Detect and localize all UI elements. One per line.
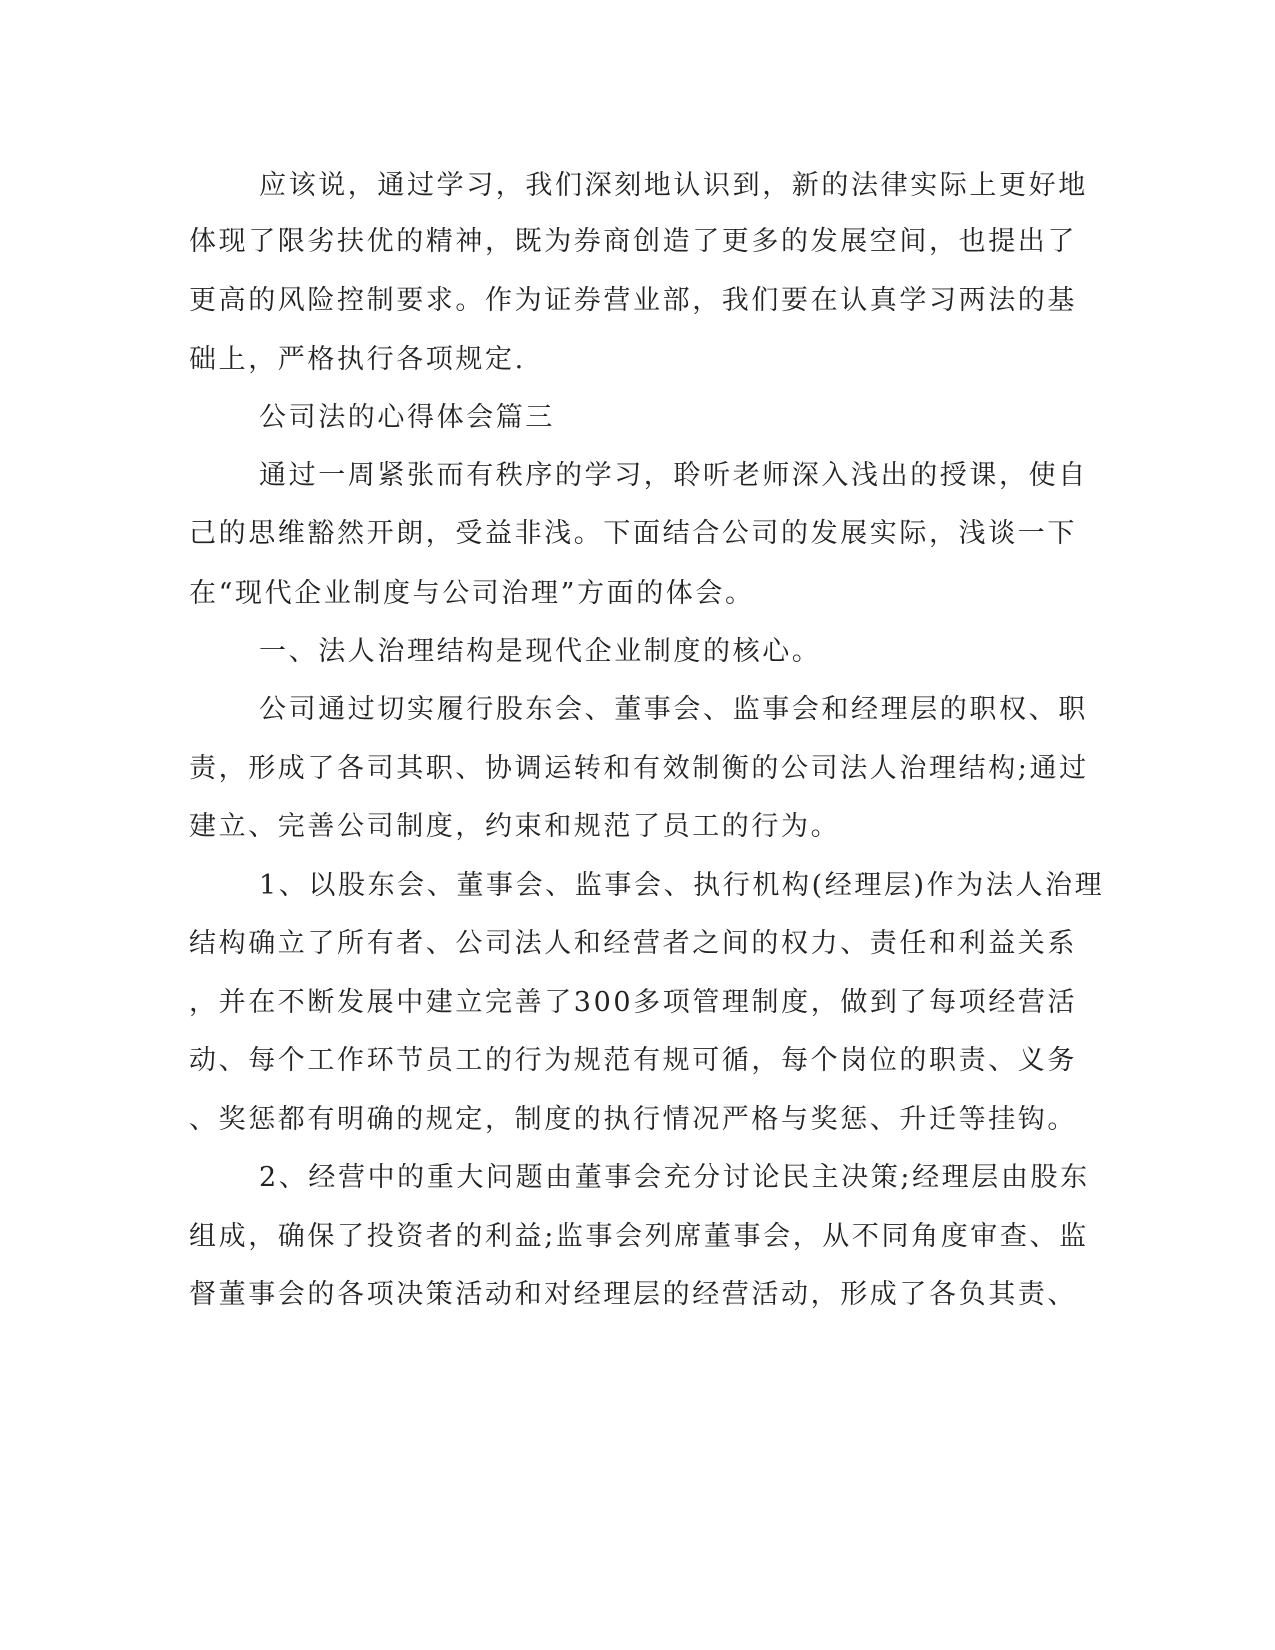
item-2-line-3: 督董事会的各项决策活动和对经理层的经营活动，形成了各负其责、 (189, 1279, 1077, 1310)
paragraph-2-line-1: 通过一周紧张而有秩序的学习，聆听老师深入浅出的授课，使自 (259, 460, 1088, 491)
item-1-line-1: 1、以股东会、董事会、监事会、执行机构(经理层)作为法人治理 (259, 870, 1105, 901)
paragraph-3-line-1: 公司通过切实履行股东会、董事会、监事会和经理层的职权、职 (259, 694, 1088, 725)
item-2-line-2: 组成，确保了投资者的利益;监事会列席董事会，从不同角度审查、监 (189, 1221, 1089, 1252)
paragraph-1-line-4: 础上，严格执行各项规定. (189, 344, 526, 375)
paragraph-2-line-3: 在“现代企业制度与公司治理”方面的体会。 (189, 578, 755, 609)
paragraph-3-line-2: 责，形成了各司其职、协调运转和有效制衡的公司法人治理结构;通过 (189, 753, 1089, 784)
item-1-line-4: 动、每个工作环节员工的行为规范有规可循，每个岗位的职责、义务 (189, 1045, 1077, 1076)
item-1-line-5: 、奖惩都有明确的规定，制度的执行情况严格与奖惩、升迁等挂钩。 (189, 1104, 1077, 1135)
paragraph-2-line-2: 己的思维豁然开朗，受益非浅。下面结合公司的发展实际，浅谈一下 (189, 518, 1077, 549)
item-1-line-2: 结构确立了所有者、公司法人和经营者之间的权力、责任和利益关系 (189, 928, 1077, 959)
item-1-line-3: ，并在不断发展中建立完善了300多项管理制度，做到了每项经营活 (189, 987, 1078, 1018)
paragraph-1-line-3: 更高的风险控制要求。作为证券营业部，我们要在认真学习两法的基 (189, 285, 1077, 316)
item-2-line-1: 2、经营中的重大问题由董事会充分讨论民主决策;经理层由股东 (259, 1162, 1090, 1193)
section-heading: 公司法的心得体会篇三 (259, 402, 555, 433)
paragraph-1-line-2: 体现了限劣扶优的精神，既为券商创造了更多的发展空间，也提出了 (189, 226, 1077, 257)
paragraph-1-line-1: 应该说，通过学习，我们深刻地认识到，新的法律实际上更好地 (259, 170, 1088, 201)
subheading-one: 一、法人治理结构是现代企业制度的核心。 (259, 636, 822, 667)
paragraph-3-line-3: 建立、完善公司制度，约束和规范了员工的行为。 (189, 811, 841, 842)
